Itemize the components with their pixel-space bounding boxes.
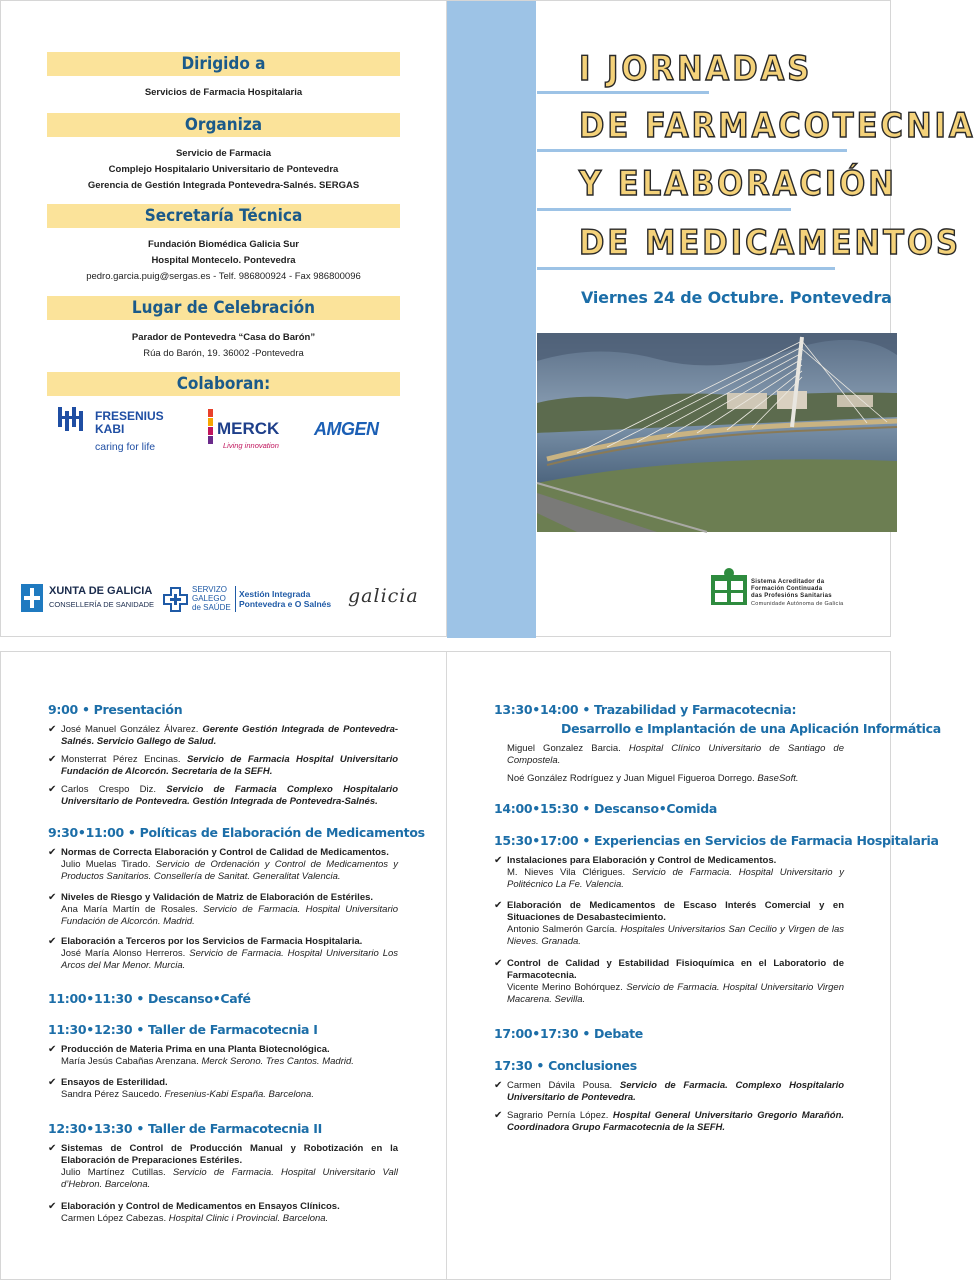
program-item: ✔ Control de Calidad y Estabilidad Fisioquímica en el Laboratorio de Farmacotecnia. Vicente Merino Bohórquez. Servicio de Farmacia. Hospital Universitario Virgen Macarena. Sevilla. (494, 958, 844, 1006)
section-header-lugar: Lugar de Celebración (47, 296, 400, 320)
program-item: ✔ Elaboración y Control de Medicamentos en Ensayos Clínicos. Carmen López Cabezas. Hospital Clinic i Provincial. Barcelona. (48, 1201, 398, 1225)
session-heading: 9:30•11:00 • Políticas de Elaboración de Medicamentos (48, 825, 425, 840)
title-underline (537, 149, 847, 152)
title-line-3: Y ELABORACIÓN (579, 164, 897, 204)
program-item: ✔ Instalaciones para Elaboración y Control de Medicamentos. M. Nieves Vila Clérigues. Servicio de Farmacia. Hospital Universitario y Politécnico La Fe. Valencia. (494, 855, 844, 891)
accreditation-logo-sub: Comunidade Autónoma de Galicia (751, 601, 844, 607)
program-item: ✔ Elaboración a Terceros por los Servicios de Farmacia Hospitalaria. José María Alonso Herreros. Servicio de Farmacia. Hospital Universitario Los Arcos del Mar Menor. Murcia. (48, 936, 398, 972)
fresenius-logo-icon (58, 407, 86, 435)
lugar-address: Rúa do Barón, 19. 36002 -Pontevedra (143, 348, 304, 359)
fold-line (446, 652, 447, 1279)
sergas-logo-text: SERVIZO GALEGO de SAÚDE (192, 585, 231, 612)
organiza-line: Gerencia de Gestión Integrada Pontevedra-Salnés. SERGAS (87, 180, 360, 191)
xestion-logo-text: Xestión Integrada Pontevedra e O Salnés (239, 589, 332, 609)
organiza-line: Servicio de Farmacia (175, 148, 272, 159)
galicia-logo: galicia (348, 585, 419, 607)
lugar-line: Parador de Pontevedra “Casa do Barón” (131, 332, 316, 343)
amgen-logo: AMGEN (314, 419, 379, 439)
session-heading: 13:30•14:00 • Trazabilidad y Farmacotecnia: (494, 702, 797, 717)
program-item: ✔ Ensayos de Esterilidad. Sandra Pérez Saucedo. Fresenius-Kabi España. Barcelona. (48, 1077, 398, 1101)
brochure-cover-spread (0, 0, 976, 637)
organiza-line: Complejo Hospitalario Universitario de Pontevedra (108, 164, 339, 175)
xunta-logo-text: XUNTA DE GALICIA (49, 585, 153, 597)
title-line-2: DE FARMACOTECNIA (579, 106, 976, 146)
bridge-photo (537, 333, 897, 532)
title-underline (537, 91, 709, 94)
xunta-logo-sub: CONSELLERÍA DE SANIDADE (49, 600, 155, 609)
program-item: ✔ Carlos Crespo Diz. Servicio de Farmacia Complexo Hospitalario Universitario de Pontevedra. Gestión Integrada de Pontevedra-Salnés. (48, 784, 398, 808)
session-heading: 12:30•13:30 • Taller de Farmacotecnia II (48, 1121, 322, 1136)
brochure-program-spread (0, 651, 941, 1280)
sergas-logo-icon (163, 587, 188, 612)
section-header-secretaria: Secretaría Técnica (47, 204, 400, 228)
section-header-organiza: Organiza (47, 113, 400, 137)
fresenius-logo-text: FRESENIUS KABI (95, 409, 164, 436)
secretaria-line: Fundación Biomédica Galicia Sur (148, 239, 299, 250)
program-item: ✔ José Manuel González Álvarez. Gerente Gestión Integrada de Pontevedra-Salnés. Servicio Gallego de Salud. (48, 724, 398, 748)
session-heading-cont: Desarrollo e Implantación de una Aplicación Informática (561, 721, 941, 736)
title-underline (537, 267, 835, 270)
merck-logo-icon (208, 409, 213, 449)
session-heading: 17:30 • Conclusiones (494, 1058, 637, 1073)
program-item: Miguel Gonzalez Barcia. Hospital Clínico Universitario de Santiago de Compostela. (507, 743, 844, 766)
program-item: ✔ Niveles de Riesgo y Validación de Matriz de Elaboración de Estériles. Ana María Martín de Rosales. Servicio de Farmacia. Hospital Universitario Fundación de Alcorcón. Madrid. (48, 892, 398, 928)
program-item: ✔ Monsterrat Pérez Encinas. Servicio de Farmacia Hospital Universitario Fundación de Alcorcón. Secretaria de la SEFH. (48, 754, 398, 778)
fresenius-tagline: caring for life (95, 441, 156, 453)
program-item: ✔ Sistemas de Control de Producción Manual y Robotización en la Elaboración de Preparaciones Estériles. Julio Martínez Cutillas. Servicio de Farmacia. Hospital Universitario Vall d’Hebron. Barcelona. (48, 1143, 398, 1191)
session-heading: 17:00•17:30 • Debate (494, 1026, 643, 1041)
accreditation-logo-icon (711, 567, 747, 605)
merck-logo-text: MERCK (217, 419, 280, 438)
secretaria-contact: pedro.garcia.puig@sergas.es - Telf. 986800924 - Fax 986800096 (86, 271, 361, 282)
blue-band (447, 1, 536, 638)
program-item: ✔ Elaboración de Medicamentos de Escaso Interés Comercial y en Situaciones de Desabastecimiento. Antonio Salmerón García. Hospitales Universitarios San Cecilio y Virgen de las Nieves. Granada. (494, 900, 844, 948)
section-header-dirigido: Dirigido a (47, 52, 400, 76)
xunta-logo-icon (21, 584, 43, 612)
secretaria-line: Hospital Montecelo. Pontevedra (151, 255, 296, 266)
program-item: ✔ Producción de Materia Prima en una Planta Biotecnológica. María Jesús Cabañas Arenzana. Merck Serono. Tres Cantos. Madrid. (48, 1044, 398, 1068)
merck-tagline: Living innovation (223, 441, 279, 450)
session-heading: 14:00•15:30 • Descanso•Comida (494, 801, 718, 816)
session-heading: 11:00•11:30 • Descanso•Café (48, 991, 251, 1006)
accreditation-logo-text: Sistema Acreditador da Formación Continuada das Profesións Sanitarias (751, 579, 832, 599)
program-item: Noé González Rodríguez y Juan Miguel Figueroa Dorrego. BaseSoft. (507, 773, 799, 784)
title-line-1: I JORNADAS (579, 49, 813, 89)
title-underline (537, 208, 791, 211)
program-item: ✔ Normas de Correcta Elaboración y Control de Calidad de Medicamentos. Julio Muelas Tirado. Servicio de Ordenación y Control de Medicamentos y Productos Sanitarios. Consellería de Sanitat. Generalitat Valencia. (48, 847, 398, 883)
program-item: ✔ Sagrario Pernía López. Hospital General Universitario Gregorio Marañón. Coordinadora Grupo Farmacotecnia de la SEFH. (494, 1110, 844, 1134)
dirigido-line: Servicios de Farmacia Hospitalaria (144, 87, 303, 98)
logo-divider (235, 586, 236, 612)
title-line-4: DE MEDICAMENTOS (579, 223, 962, 263)
session-heading: 9:00 • Presentación (48, 702, 183, 717)
event-date-subtitle: Viernes 24 de Octubre. Pontevedra (581, 288, 892, 307)
section-header-colaboran: Colaboran: (47, 372, 400, 396)
session-heading: 11:30•12:30 • Taller de Farmacotecnia I (48, 1022, 318, 1037)
program-item: ✔ Carmen Dávila Pousa. Servicio de Farmacia. Complexo Hospitalario Universitario de Pontevedra. (494, 1080, 844, 1104)
session-heading: 15:30•17:00 • Experiencias en Servicios de Farmacia Hospitalaria (494, 833, 939, 848)
